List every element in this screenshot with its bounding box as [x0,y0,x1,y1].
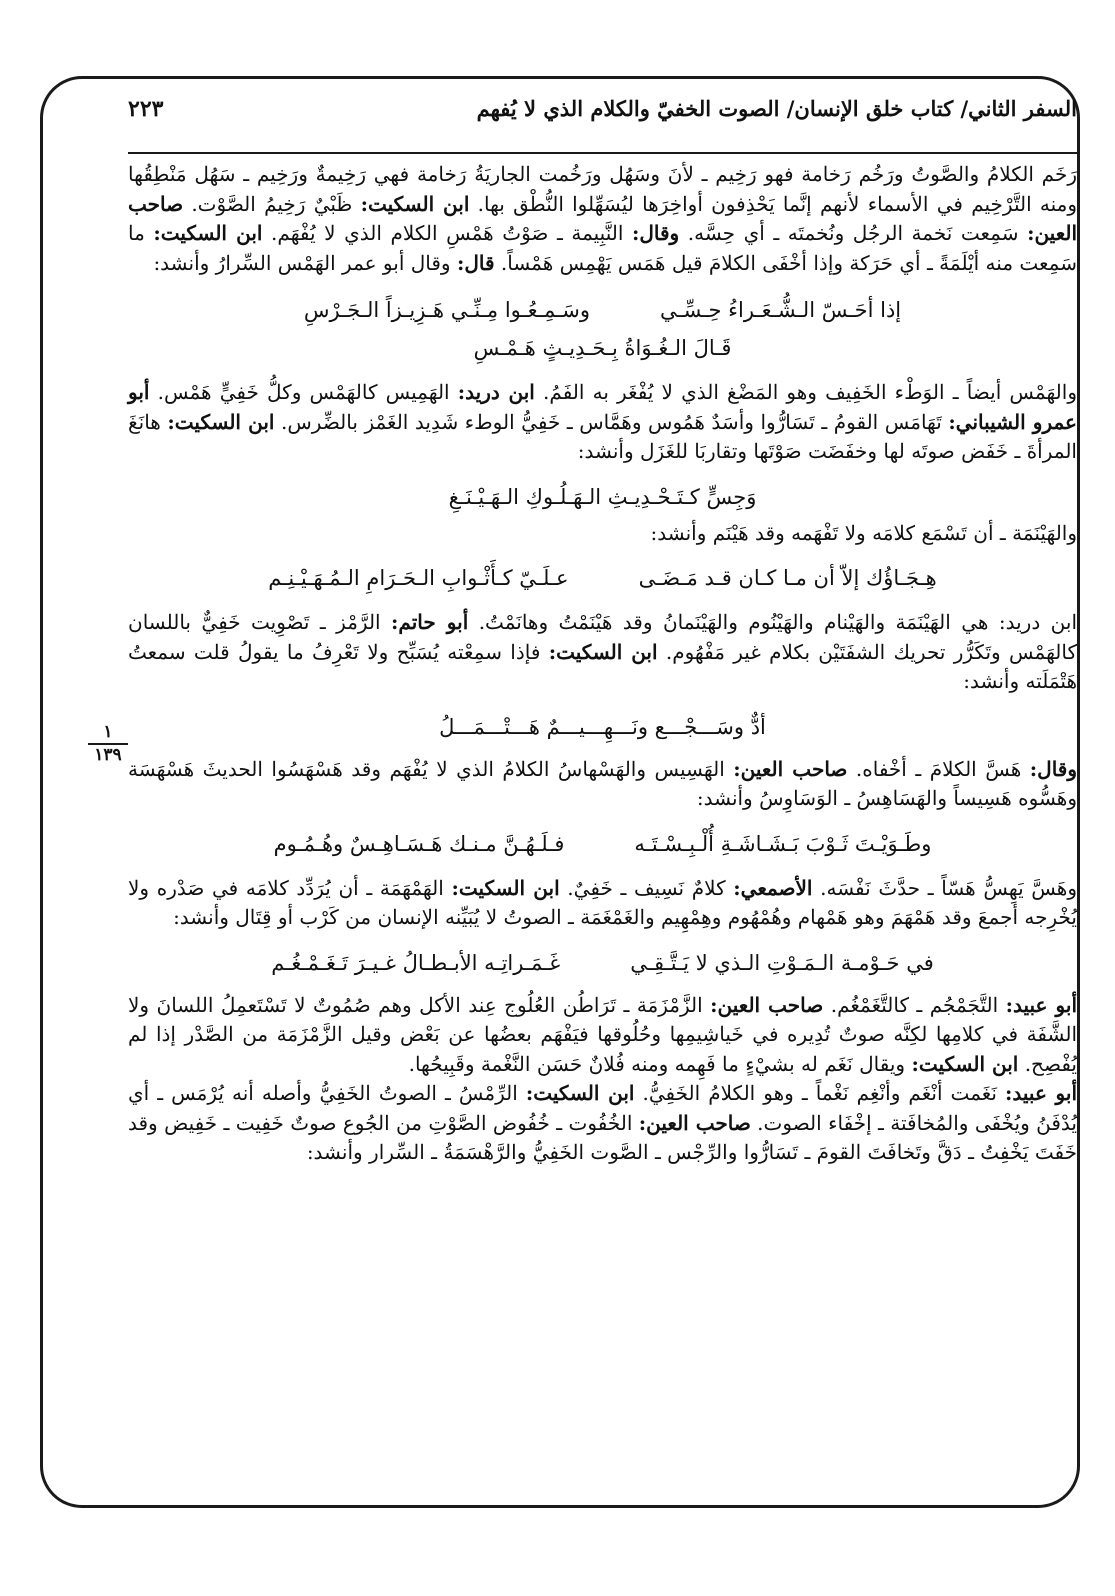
verse-second-hemistich: وسَـمِـعُـوا مِـنِّـي هَـزِيـزاً الـجَـرْسِ [303,298,590,322]
verse-first-hemistich: أدٌّ وسَـــجْـــع ونَـــهِـــيـــمٌ هَـــتْـــمَـــلُ [439,714,766,739]
poetry-verse [128,560,1077,596]
poetry-verse [128,826,1077,862]
text-paragraph: أبو عبيد: التَّجَمْجُم ـ كالتَّغَمْغُم. صاحب العين: الزَّمْزَمَة ـ تَرَاطُن العُلُوج عِند الأكل وهم صُمُوتٌ لا تَسْتَعمِلُ اللسانَ ولا الشَّفَة في كلامِها لكِنَّه صوتٌ تُدِيره في خَياشِيمِها وحُلُوقها فيَفْهَم بعضُها عن بَعْض وقيل الزَّمْزَمَة من الصَّدْر إذا لم يُفْصِح. ابن السكيت: ويقال نَغَم له بشيْءٍ ما فَهِمه ومنه فُلانٌ حَسَن النَّغْمة وقَبِيحُها. [128,992,1077,1076]
running-header [128,96,1077,122]
text-paragraph: والهَمْس أيضاً ـ الوَطْء الخَفِيف وهو المَضْغ الذي لا يُفْغَر به الفَمُ. ابن دريد: الهَمِيس كالهَمْس وكلُّ خَفِيٍّ هَمْس. أبو عمرو الشيباني: تَهَامَس القومُ ـ تَسَارُّوا وأسَدٌ هَمُوس وهَمَّاس ـ خَفِيُّ الوطء شَدِيد الغَمْز بالضِّرس. ابن السكيت: هانَغَ المرأةَ ـ خَفَض صوتَه لها وخفَضَت صَوْتَها وتقاربَا للغَزَل وأنشد: [128,380,1077,463]
text-paragraph: وهَسَّ يَهِسُّ هَسّاً ـ حدَّثَ نَفْسَه. الأصمعي: كلامٌ نَسِيف ـ خَفِيٌ. ابن السكيت: الهَمْهَمَة ـ أن يُرَدِّد كلامَه في صَدْره ولا يُخْرِجه أجمعَ وقد هَمْهَمَ وهو هَمْهام وهُمْهُوم وهِمْهِيم والغَمْغَمَة ـ الصوتُ لا يُبَيِّنه الإنسان من كَرْب أو قِتَال وأنشد: [128,875,1078,929]
header-title: السفر الثاني/ كتاب خلق الإنسان/ الصوت الخفيّ والكلام الذي لا يُفهم [476,96,1077,121]
poetry-verse [128,330,1077,366]
verse-first-hemistich: قَـالَ الـغُـوَاةُ بِـحَـدِيـثٍ هَـمْـسِ [473,336,732,360]
verse-first-hemistich: وطَـوَيْـتَ ثَـوْبَ بَـشَـاشَـةِ أُلْـبِـسْـتَـه [634,831,932,856]
verse-second-hemistich: فـلَـهُـنَّ مـنـك هَـسَـاهِـسٌ وهُـمُـوم [273,831,565,856]
poetry-verse [128,479,1077,515]
margin-reference-page: ١٣٩ [94,745,122,765]
verse-first-hemistich: إذا أحَـسّ الـشُّـعَـراءُ حِـسِّـي [659,298,902,322]
poetry-verse [128,292,1077,328]
text-paragraph: وقال: هَسَّ الكلامَ ـ أخْفاه. صاحب العين: الهَسِيس والهَسْهاسُ الكلامُ الذي لا يُفْهَم وقد هَسْهَسُوا الحديثَ هَسْهَسَة وهَسُّوه هَسِيساً والهَسَاهِسُ ـ الوَسَاوِسُ وأنشد: [128,756,1078,810]
poetry-verse [128,945,1077,981]
verse-first-hemistich: هِـجَـاؤُك إلاّ أن مـا كـان قـد مَـضَـى [638,566,937,590]
margin-reference-volume: ١ [88,722,128,745]
text-paragraph: أبو عبيد: نَغَمت أنْغَم وأنْغِم نَغْماً ـ وهو الكلامُ الخَفِيُّ. ابن السكيت: الرِّمْسُ ـ الصوتُ الخَفِيُّ وأصله أنه يُرْمَس ـ أي يُدْفَنُ ويُخْفَى والمُخافَتة ـ إخْفَاء الصوت. صاحب العين: الخُفُوت ـ خُفُوض الصَّوْتِ من الجُوع صوتٌ خَفِيت ـ خَفِيض وقد خَفَتَ يَخْفِتُ ـ دَقَّ وتَخافَتَ القومَ ـ تَسَارُّوا والرِّجْس ـ الصَّوت الخَفِيُّ والرَّهْسَمَةُ ـ السِّرار وأنشد: [128,1081,1077,1164]
text-paragraph: والهَيْنَمَة ـ أن تَسْمَع كلامَه ولا تَفْهَمه وقد هَيْنَم وأنشد: [650,520,1077,545]
verse-first-hemistich: في حَـوْمـة الـمَـوْتِ الـذي لا يَـتَّـقِـي [630,950,934,975]
page-number: ٢٢٣ [128,96,164,122]
page-body [128,160,1077,1168]
verse-first-hemistich: وَجِسٍّ كـتَـحْـدِيـثِ الـهَـلُـوكِ الـهَـيْـنَـغِ [448,484,757,509]
text-paragraph: رَخَم الكلامُ والصَّوتُ ورَخُم رَخامة فهو رَخِيم ـ لأنَ وسَهُل ورَخُمت الجاريَةُ رَخامة فهي رَخِيمةٌ ورَخِيم ـ سَهُل مَنْطِقُها ومنه التَّرْخِيم في الأسماء لأنهم إنَّما يَحْذِفون أواخِرَها ليُسَهِّلوا النُّطْق بها. ابن السكيت: ظَبْيٌ رَخِيمُ الصَّوْت. صاحب العين: سَمِعت نَخمة الرجُل ونُخمتَه ـ أي حِسَّه. وقال: النَّبِيمة ـ صَوْتُ هَمْسِ الكلام الذي لا يُفْهَم. ابن السكيت: ما سَمِعت منه أيْلَمَةً ـ أي حَرَكة وإذا أخْفَى الكلامَ قيل هَمَس يَهْمِس هَمْساً. قال: وقال أبو عمر الهَمْس السِّرارُ وأنشد: [128,162,1078,275]
verse-second-hemistich: غَـمَـراتِـه الأبـطـالُ غـيـرَ تَـغَـمْـغُـم [271,950,561,975]
poetry-verse [128,709,1077,745]
header-rule [128,152,1077,154]
verse-second-hemistich: عـلَـيّ كـأَثْـوابِ الـحَـرَامِ الـمُـهَـيْـنِـم [268,566,569,590]
margin-reference [88,722,128,765]
text-paragraph: ابن دريد: هي الهَيْنَمَة والهَيْنام والهَيْنُوم والهَيْنَمانُ وقد هَيْنَمْتُ وهانَمْتُ. أبو حاتم: الرَّمْز ـ تَصْوِيت خَفِيٌّ باللسان كالهَمْس وتَكَرُّر تحريك الشفَتَيْن بكلام غير مَفْهُوم. ابن السكيت: فإذا سمِعْته يُسَبِّح ولا تَعْرِفُ ما يقولُ قلت سمعتُ هَتْمَلَته وأنشد: [128,610,1077,693]
